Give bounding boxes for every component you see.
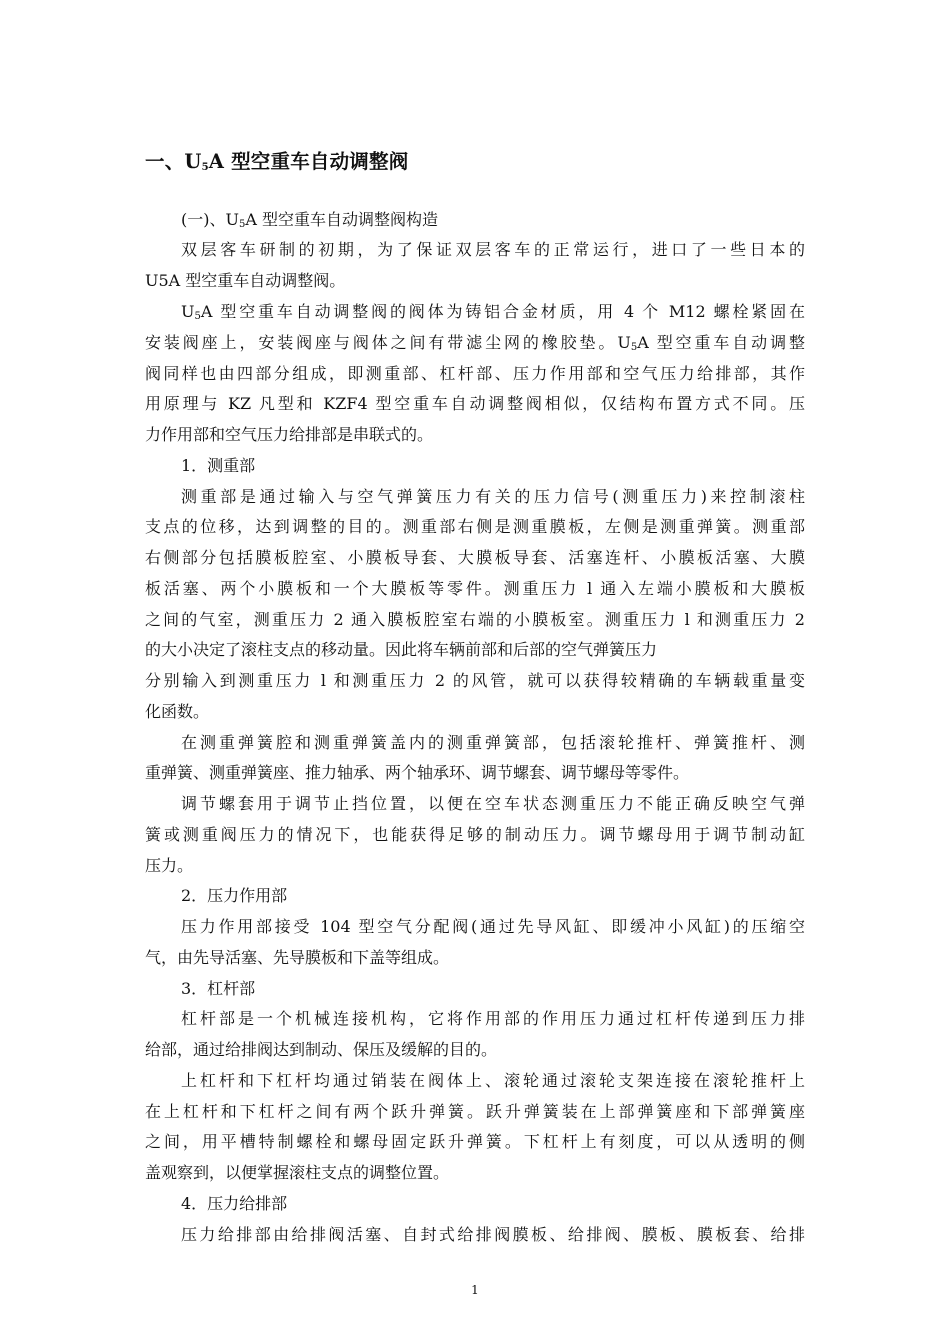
paragraph-line: 化函数。 bbox=[145, 702, 210, 721]
paragraph-line: $U_5A$ 型空重车自动调整阀的阀体为铸铝合金材质，用 4 个 M12 螺栓紧固在 bbox=[181, 302, 805, 322]
paragraph-line: 阀同样也由四部分组成，即测重部、杠杆部、压力作用部和空气压力给排部，其作 bbox=[145, 364, 805, 383]
paragraph-line: 在测重弹簧腔和测重弹簧盖内的测重弹簧部，包括滚轮推杆、弹簧推杆、测 bbox=[181, 733, 805, 752]
paragraph-line: 支点的位移，达到调整的目的。测重部右侧是测重膜板，左侧是测重弹簧。测重部 bbox=[145, 517, 805, 536]
item-heading: 2．压力作用部 bbox=[181, 886, 288, 905]
paragraph-line: 测重部是通过输入与空气弹簧压力有关的压力信号(测重压力)来控制滚柱 bbox=[181, 487, 805, 506]
paragraph-line: 安装阀座上，安装阀座与阀体之间有带滤尘网的橡胶垫。$U_5A$ 型空重车自动调整 bbox=[145, 333, 805, 353]
paragraph-line: 之间，用平槽特制螺栓和螺母固定跃升弹簧。下杠杆上有刻度，可以从透明的侧 bbox=[145, 1132, 805, 1151]
paragraph-line: 压力给排部由给排阀活塞、自封式给排阀膜板、给排阀、膜板、膜板套、给排 bbox=[181, 1225, 805, 1244]
paragraph-line: 调节螺套用于调节止挡位置，以便在空车状态测重压力不能正确反映空气弹 bbox=[181, 794, 805, 813]
paragraph-line: 簧或测重阀压力的情况下，也能获得足够的制动压力。调节螺母用于调节制动缸 bbox=[145, 825, 805, 844]
paragraph-line: 给部，通过给排阀达到制动、保压及缓解的目的。 bbox=[145, 1040, 498, 1059]
paragraph-line: 分别输入到测重压力 l 和测重压力 2 的风管，就可以获得较精确的车辆载重量变 bbox=[145, 671, 805, 690]
paragraph-line: 板活塞、两个小膜板和一个大膜板等零件。测重压力 l 通入左端小膜板和大膜板 bbox=[145, 579, 805, 598]
paragraph-line: 双层客车研制的初期，为了保证双层客车的正常运行，进口了一些日本的 bbox=[181, 240, 805, 259]
paragraph-line: 用原理与 KZ 凡型和 KZF4 型空重车自动调整阀相似，仅结构布置方式不同。压 bbox=[145, 394, 805, 413]
paragraph-line: 右侧部分包括膜板腔室、小膜板导套、大膜板导套、活塞连杆、小膜板活塞、大膜 bbox=[145, 548, 805, 567]
item-heading: 4．压力给排部 bbox=[181, 1194, 288, 1213]
paragraph-line: 压力作用部接受 104 型空气分配阀(通过先导风缸、即缓冲小风缸)的压缩空 bbox=[181, 917, 805, 936]
page-number: 1 bbox=[471, 1283, 479, 1297]
paragraph-line: U5A 型空重车自动调整阀。 bbox=[145, 271, 346, 290]
paragraph-line: 气，由先导活塞、先导膜板和下盖等组成。 bbox=[145, 948, 450, 967]
paragraph-line: 之间的气室，测重压力 2 通入膜板腔室右端的小膜板室。测重压力 l 和测重压力 2 bbox=[145, 610, 805, 629]
subsection-heading: (一)、$U_5A$ 型空重车自动调整阀构造 bbox=[181, 210, 439, 230]
paragraph-line: 在上杠杆和下杠杆之间有两个跃升弹簧。跃升弹簧装在上部弹簧座和下部弹簧座 bbox=[145, 1102, 805, 1121]
paragraph-line: 压力。 bbox=[145, 856, 194, 875]
paragraph-line: 上杠杆和下杠杆均通过销装在阀体上、滚轮通过滚轮支架连接在滚轮推杆上 bbox=[181, 1071, 805, 1090]
paragraph-line: 盖观察到，以便掌握滚柱支点的调整位置。 bbox=[145, 1163, 450, 1182]
paragraph-line: 杠杆部是一个机械连接机构，它将作用部的作用压力通过杠杆传递到压力排 bbox=[181, 1009, 805, 1028]
paragraph-line: 重弹簧、测重弹簧座、推力轴承、两个轴承环、调节螺套、调节螺母等零件。 bbox=[145, 763, 690, 782]
paragraph-line: 的大小决定了滚柱支点的移动量。因此将车辆前部和后部的空气弹簧压力 bbox=[145, 640, 658, 659]
paragraph-line: 力作用部和空气压力给排部是串联式的。 bbox=[145, 425, 434, 444]
item-heading: 3．杠杆部 bbox=[181, 979, 256, 998]
section-heading: 一、$U_5A$ 型空重车自动调整阀 bbox=[145, 150, 409, 173]
item-heading: 1．测重部 bbox=[181, 456, 256, 475]
